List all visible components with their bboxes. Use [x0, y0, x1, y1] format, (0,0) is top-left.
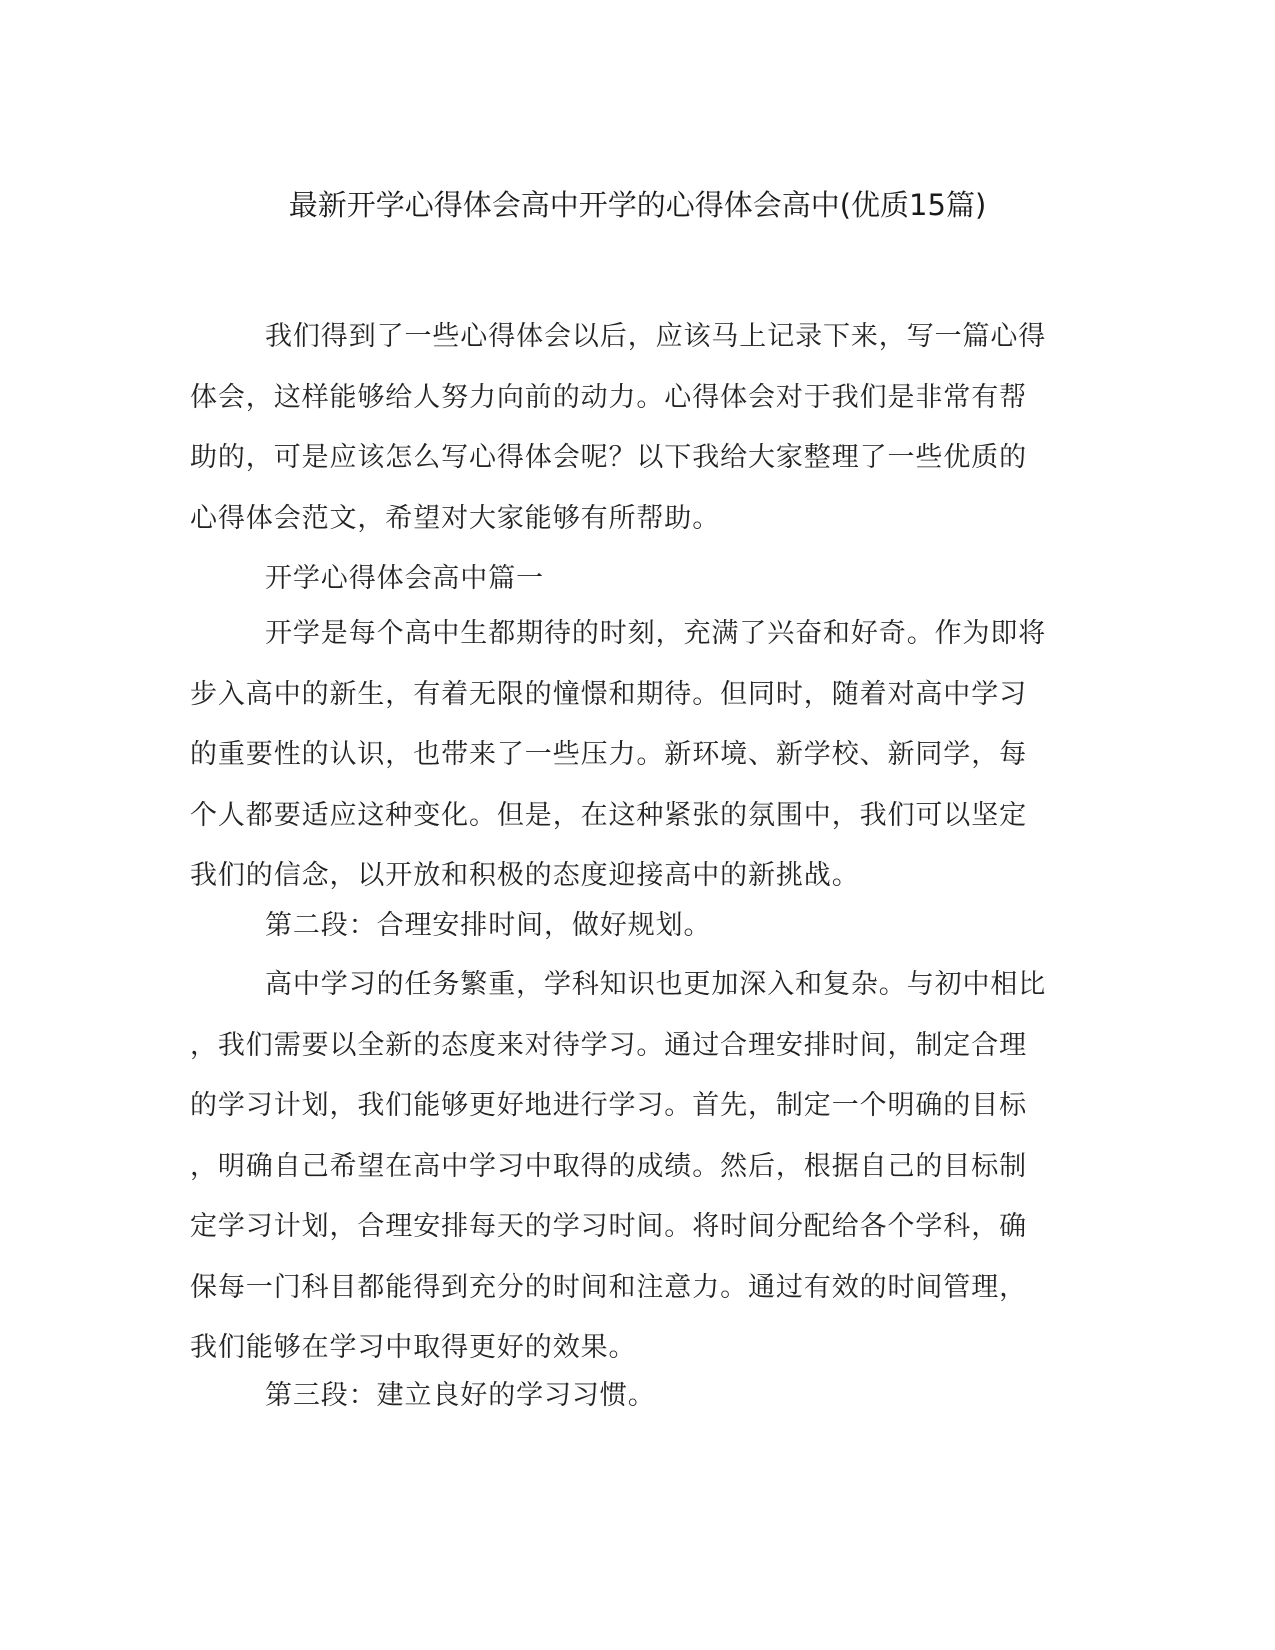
- section-heading-text: 开学心得体会高中篇一: [265, 563, 544, 594]
- text-line: 保每一门科目都能得到充分的时间和注意力。通过有效的时间管理，: [190, 1271, 1027, 1303]
- text-line: 的学习计划，我们能够更好地进行学习。首先，制定一个明确的目标: [190, 1090, 1027, 1121]
- document-title: 最新开学心得体会高中开学的心得体会高中(优质15篇): [288, 188, 987, 222]
- text-line: 我们能够在学习中取得更好的效果。: [190, 1332, 637, 1363]
- text-line: 助的，可是应该怎么写心得体会呢？以下我给大家整理了一些优质的: [190, 442, 1027, 473]
- section1-paragraph: [190, 604, 1085, 907]
- part2-paragraph: [190, 955, 1085, 1379]
- section-heading-1: [190, 549, 1085, 610]
- text-line: ，我们需要以全新的态度来对待学习。通过合理安排时间，制定合理: [190, 1029, 1027, 1061]
- text-line: 的重要性的认识，也带来了一些压力。新环境、新学校、新同学，每: [190, 739, 1027, 770]
- part-heading-text: 第三段：建立良好的学习习惯。: [265, 1380, 656, 1411]
- text-line: 高中学习的任务繁重，学科知识也更加深入和复杂。与初中相比: [265, 969, 1047, 1000]
- text-line: ，明确自己希望在高中学习中取得的成绩。然后，根据自己的目标制: [190, 1150, 1027, 1182]
- text-line: 心得体会范文，希望对大家能够有所帮助。: [190, 502, 721, 534]
- text-line: 步入高中的新生，有着无限的憧憬和期待。但同时，随着对高中学习: [190, 678, 1027, 710]
- text-line: 我们的信念，以开放和积极的态度迎接高中的新挑战。: [190, 860, 860, 891]
- part2-heading: [190, 896, 1085, 957]
- part-heading-text: 第二段：合理安排时间，做好规划。: [265, 910, 712, 941]
- text-line: 我们得到了一些心得体会以后，应该马上记录下来，写一篇心得: [265, 321, 1047, 352]
- intro-paragraph: [190, 307, 1085, 549]
- text-line: 定学习计划，合理安排每天的学习时间。将时间分配给各个学科，确: [190, 1211, 1027, 1242]
- text-line: 开学是每个高中生都期待的时刻，充满了兴奋和好奇。作为即将: [265, 618, 1047, 649]
- text-line: 个人都要适应这种变化。但是，在这种紧张的氛围中，我们可以坚定: [190, 799, 1027, 831]
- part3-heading: [190, 1366, 1085, 1427]
- text-line: 体会，这样能够给人努力向前的动力。心得体会对于我们是非常有帮: [190, 381, 1027, 413]
